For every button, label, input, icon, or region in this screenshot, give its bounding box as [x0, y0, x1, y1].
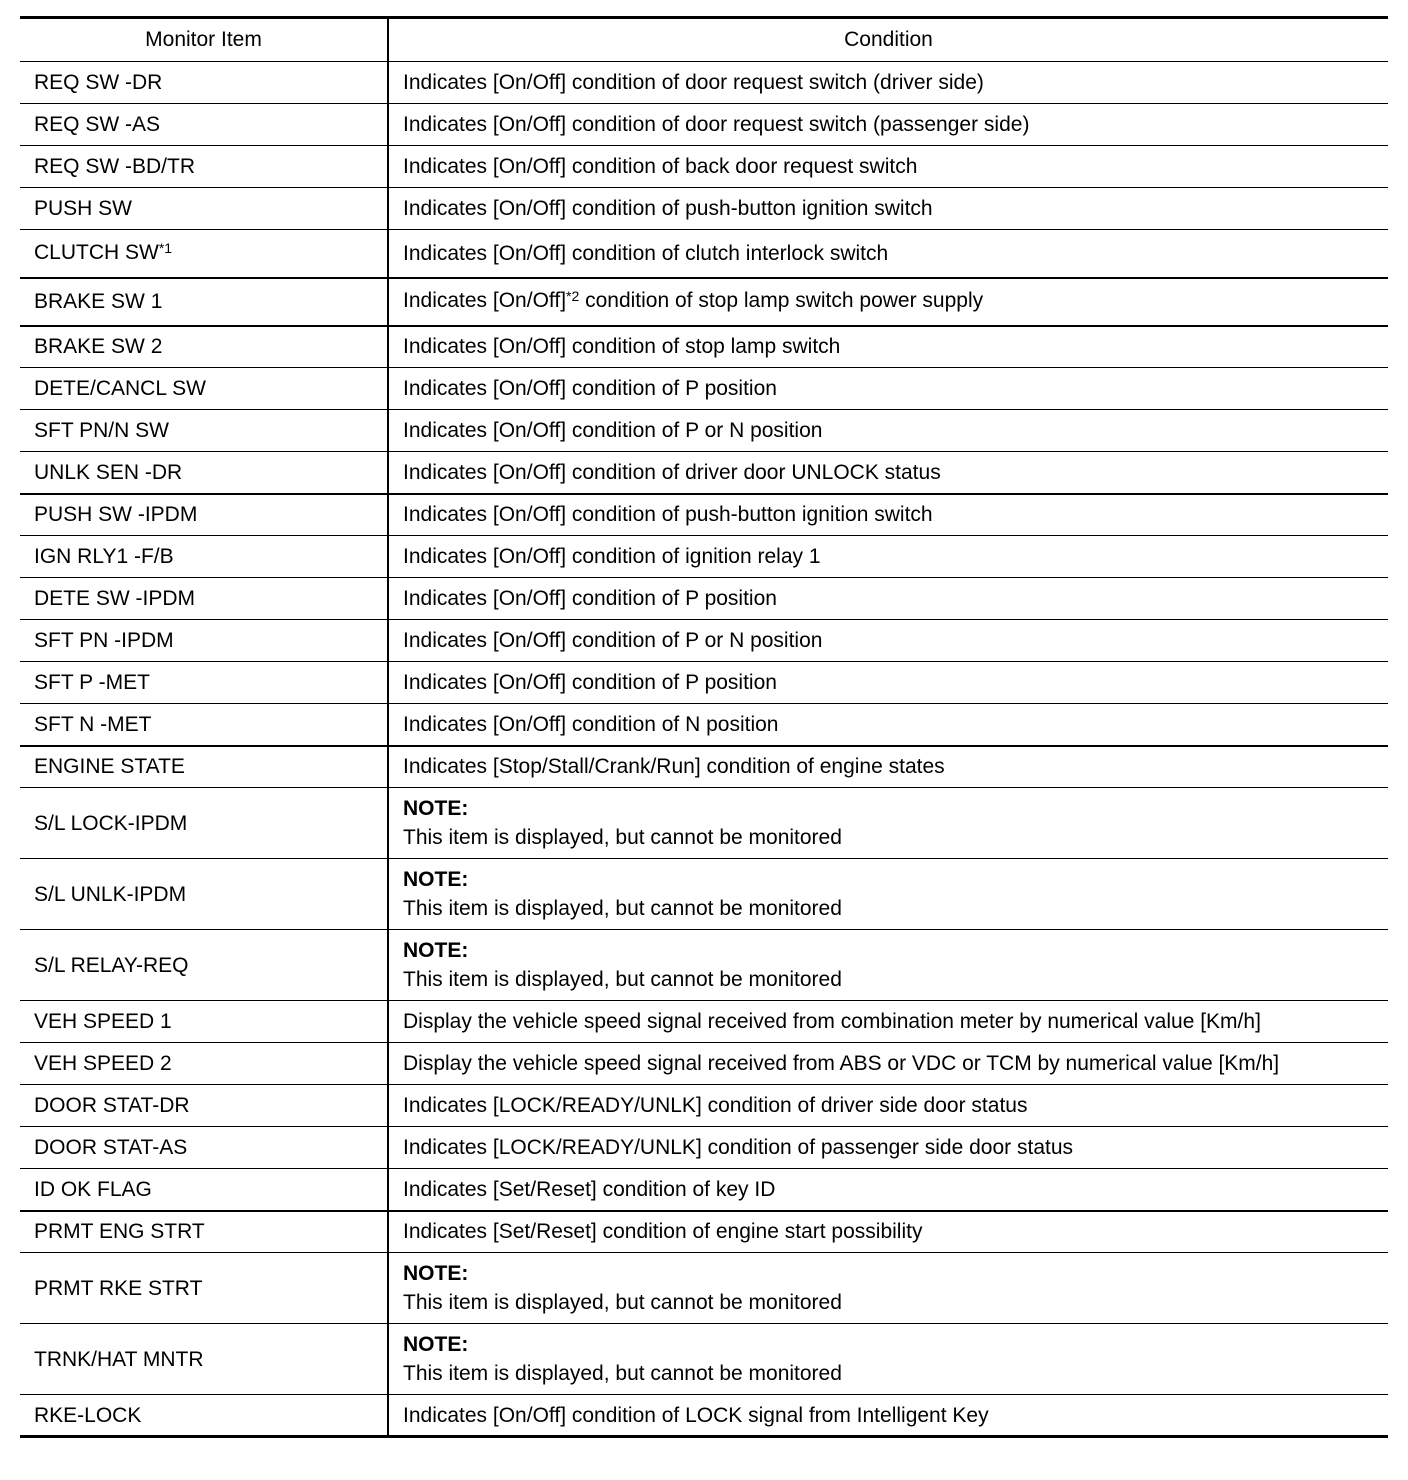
table-row	[20, 62, 1388, 104]
table-row	[20, 1324, 1388, 1395]
monitor-item-cell: PUSH SW	[20, 188, 388, 230]
table-row	[20, 1395, 1388, 1437]
condition-cell: Indicates [On/Off] condition of clutch interlock switch	[388, 230, 1388, 278]
monitor-item-table	[20, 16, 1388, 1438]
table-body	[20, 62, 1388, 1437]
note-text: This item is displayed, but cannot be monitored	[403, 826, 842, 849]
condition-cell: Indicates [Set/Reset] condition of engine start possibility	[388, 1211, 1388, 1253]
condition-cell: Indicates [On/Off] condition of P or N position	[388, 620, 1388, 662]
note-label: NOTE:	[403, 939, 469, 962]
condition-cell	[388, 278, 1388, 326]
condition-cell	[388, 930, 1388, 1001]
condition-cell: Indicates [On/Off] condition of P or N position	[388, 410, 1388, 452]
condition-cell: Indicates [On/Off] condition of back door request switch	[388, 146, 1388, 188]
table-row	[20, 1085, 1388, 1127]
condition-cell	[388, 859, 1388, 930]
monitor-item-cell: SFT P -MET	[20, 662, 388, 704]
footnote-marker: *1	[158, 239, 173, 256]
monitor-item-cell: TRNK/HAT MNTR	[20, 1324, 388, 1395]
monitor-item-cell	[20, 230, 388, 278]
condition-cell: Indicates [On/Off] condition of push-button ignition switch	[388, 494, 1388, 536]
monitor-item-cell: REQ SW -DR	[20, 62, 388, 104]
header-condition: Condition	[388, 18, 1388, 62]
table-row	[20, 1043, 1388, 1085]
table-row	[20, 278, 1388, 326]
table-row	[20, 662, 1388, 704]
condition-cell: Indicates [On/Off] condition of LOCK signal from Intelligent Key	[388, 1395, 1388, 1437]
table-row	[20, 188, 1388, 230]
monitor-item-cell: S/L UNLK-IPDM	[20, 859, 388, 930]
monitor-item-cell: RKE-LOCK	[20, 1395, 388, 1437]
table-row	[20, 930, 1388, 1001]
note-text: This item is displayed, but cannot be monitored	[403, 968, 842, 991]
note-text: This item is displayed, but cannot be monitored	[403, 1291, 842, 1314]
table-row	[20, 536, 1388, 578]
monitor-item-cell: REQ SW -AS	[20, 104, 388, 146]
condition-cell: Indicates [On/Off] condition of door request switch (passenger side)	[388, 104, 1388, 146]
table-row	[20, 146, 1388, 188]
monitor-item-cell: IGN RLY1 -F/B	[20, 536, 388, 578]
monitor-item-text: CLUTCH SW	[34, 240, 159, 264]
monitor-item-cell: BRAKE SW 2	[20, 326, 388, 368]
table-row	[20, 704, 1388, 746]
condition-cell: Display the vehicle speed signal received from ABS or VDC or TCM by numerical value [Km/h]	[388, 1043, 1388, 1085]
table-row	[20, 578, 1388, 620]
monitor-item-cell: PRMT RKE STRT	[20, 1253, 388, 1324]
monitor-item-cell: S/L RELAY-REQ	[20, 930, 388, 1001]
table-row	[20, 1211, 1388, 1253]
monitor-item-cell: SFT PN -IPDM	[20, 620, 388, 662]
condition-cell: Indicates [LOCK/READY/UNLK] condition of passenger side door status	[388, 1127, 1388, 1169]
monitor-item-cell: DETE SW -IPDM	[20, 578, 388, 620]
table-row	[20, 452, 1388, 494]
condition-cell: Indicates [On/Off] condition of P position	[388, 368, 1388, 410]
header-row	[20, 18, 1388, 62]
header-monitor-item: Monitor Item	[20, 18, 388, 62]
condition-cell: Indicates [Set/Reset] condition of key ID	[388, 1169, 1388, 1211]
table-row	[20, 1127, 1388, 1169]
condition-text-post: condition of stop lamp switch power supply	[579, 289, 984, 312]
table-row	[20, 1253, 1388, 1324]
monitor-item-cell: DETE/CANCL SW	[20, 368, 388, 410]
monitor-item-cell: ID OK FLAG	[20, 1169, 388, 1211]
monitor-item-cell: S/L LOCK-IPDM	[20, 788, 388, 859]
table-row	[20, 859, 1388, 930]
condition-cell: Indicates [On/Off] condition of door request switch (driver side)	[388, 62, 1388, 104]
table-row	[20, 620, 1388, 662]
note-label: NOTE:	[403, 1262, 469, 1285]
table-row	[20, 788, 1388, 859]
table-row	[20, 326, 1388, 368]
condition-cell: Indicates [Stop/Stall/Crank/Run] condition of engine states	[388, 746, 1388, 788]
table-row	[20, 746, 1388, 788]
condition-cell: Display the vehicle speed signal received from combination meter by numerical value [Km/h]	[388, 1001, 1388, 1043]
condition-cell: Indicates [LOCK/READY/UNLK] condition of driver side door status	[388, 1085, 1388, 1127]
table-row	[20, 1169, 1388, 1211]
table-row	[20, 494, 1388, 536]
note-text: This item is displayed, but cannot be monitored	[403, 1362, 842, 1385]
condition-cell: Indicates [On/Off] condition of driver door UNLOCK status	[388, 452, 1388, 494]
monitor-item-cell: VEH SPEED 2	[20, 1043, 388, 1085]
table-row	[20, 368, 1388, 410]
monitor-item-cell: PUSH SW -IPDM	[20, 494, 388, 536]
table-row	[20, 410, 1388, 452]
condition-cell: Indicates [On/Off] condition of N position	[388, 704, 1388, 746]
condition-cell: Indicates [On/Off] condition of P position	[388, 662, 1388, 704]
monitor-item-cell: REQ SW -BD/TR	[20, 146, 388, 188]
monitor-item-cell: VEH SPEED 1	[20, 1001, 388, 1043]
table-row	[20, 1001, 1388, 1043]
condition-cell: Indicates [On/Off] condition of ignition relay 1	[388, 536, 1388, 578]
monitor-item-cell: PRMT ENG STRT	[20, 1211, 388, 1253]
monitor-item-table-container	[20, 16, 1388, 1438]
monitor-item-cell: ENGINE STATE	[20, 746, 388, 788]
monitor-item-cell: DOOR STAT-AS	[20, 1127, 388, 1169]
footnote-marker: *2	[566, 288, 580, 304]
monitor-item-cell: UNLK SEN -DR	[20, 452, 388, 494]
note-text: This item is displayed, but cannot be monitored	[403, 897, 842, 920]
note-label: NOTE:	[403, 1333, 469, 1356]
table-row	[20, 104, 1388, 146]
note-label: NOTE:	[403, 797, 469, 820]
condition-cell	[388, 1324, 1388, 1395]
monitor-item-cell: SFT N -MET	[20, 704, 388, 746]
monitor-item-cell: DOOR STAT-DR	[20, 1085, 388, 1127]
monitor-item-cell: BRAKE SW 1	[20, 278, 388, 326]
table-header	[20, 18, 1388, 62]
condition-cell	[388, 1253, 1388, 1324]
condition-cell	[388, 788, 1388, 859]
condition-cell: Indicates [On/Off] condition of P position	[388, 578, 1388, 620]
table-row	[20, 230, 1388, 278]
monitor-item-cell: SFT PN/N SW	[20, 410, 388, 452]
note-label: NOTE:	[403, 868, 469, 891]
condition-cell: Indicates [On/Off] condition of push-button ignition switch	[388, 188, 1388, 230]
condition-text-pre: Indicates [On/Off]	[403, 289, 567, 312]
condition-cell: Indicates [On/Off] condition of stop lamp switch	[388, 326, 1388, 368]
